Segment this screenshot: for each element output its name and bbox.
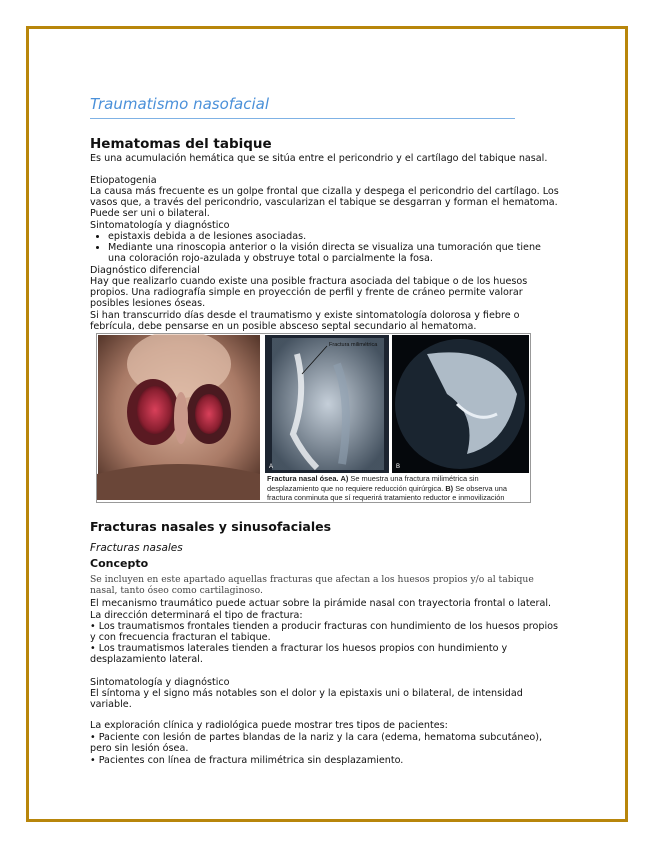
xray-annotation: Fractura milimétrica <box>329 342 378 348</box>
sintomatologia2-label: Sintomatología y diagnóstico <box>90 677 230 688</box>
title-underline <box>90 118 515 119</box>
direccion-text: La dirección determinará el tipo de fractura: <box>90 610 303 621</box>
subheading-fracturas-nasales: Fracturas nasales <box>90 542 183 554</box>
laterales-text: • Los traumatismos laterales tienden a fracturar los huesos propios con hundimiento y desplazamiento lateral. <box>90 643 508 665</box>
caption-a-marker: A) <box>340 474 349 483</box>
etiopatogenia-text: La causa más frecuente es un golpe frontal que cizalla y despega el pericondrio del cartílago. Los vasos que, a través del pericondrio, vascularizan el tabique se desgarran y forman el hematoma. Puede ser uni o bilateral. <box>90 186 559 219</box>
diferencial-text-2: Si han transcurrido días desde el traumatismo y existe sintomatología dolorosa y fiebre o febrícula, debe pensarse en un posible absceso septal secundario al hematoma. <box>90 310 520 332</box>
list-item: • epistaxis debida a de lesiones asociadas. <box>108 231 560 242</box>
document-title: Traumatismo nasofacial <box>90 95 270 113</box>
paciente-1-text: • Paciente con lesión de partes blandas de la nariz y la cara (edema, hematoma subcutáneo), pero sin lesión ósea. <box>90 732 543 754</box>
caption-b-marker: B) <box>445 483 454 493</box>
caption-b-text: Se observa una fractura conminuta que sí requerirá tratamiento reductor e inmovilización <box>267 483 507 502</box>
xray-panel-a <box>265 335 389 473</box>
section-heading-fracturas: Fracturas nasales y sinusofaciales <box>90 519 332 534</box>
mecanismo-text: El mecanismo traumático puede actuar sobre la pirámide nasal con trayectoria frontal o lateral. <box>90 598 552 609</box>
panel-a-label: A <box>269 464 274 470</box>
paciente-2-text: • Pacientes con línea de fractura milimétrica sin desplazamiento. <box>90 755 404 766</box>
section1-intro: Es una acumulación hemática que se sitúa entre el pericondrio y el cartílago del tabique nasal. <box>90 153 548 164</box>
etiopatogenia-label: Etiopatogenia <box>90 175 157 186</box>
sintomatologia2-text: El síntoma y el signo más notables son el dolor y la epistaxis uni o bilateral, de intensidad variable. <box>90 688 523 710</box>
sintomatologia-label: Sintomatología y diagnóstico <box>90 220 230 231</box>
section-heading-hematomas: Hematomas del tabique <box>90 136 272 152</box>
panel-b-label: B <box>396 464 401 470</box>
figure-caption <box>267 474 529 503</box>
sintomatologia-list <box>90 231 560 264</box>
caption-a-text: Se muestra una fractura milimétrica sin desplazamiento que no requiere reducción quirúrgica. <box>267 474 479 493</box>
nose-photo <box>97 334 260 500</box>
xray-panel-b <box>392 335 529 473</box>
frontales-text: • Los traumatismos frontales tienden a producir fracturas con hundimiento de los huesos propios y con frecuencia fracturan el tabique. <box>90 621 559 643</box>
caption-title: Fractura nasal ósea. <box>267 474 339 483</box>
diferencial-text-1: Hay que realizarlo cuando existe una posible fractura asociada del tabique o de los huesos propios. Una radiografía simple en proyección de perfil y frente de cráneo permite valorar posibles lesiones óseas. <box>90 276 528 309</box>
exploracion-text: La exploración clínica y radiológica puede mostrar tres tipos de pacientes: <box>90 720 448 731</box>
diferencial-label: Diagnóstico diferencial <box>90 265 200 276</box>
concepto-label: Concepto <box>90 557 149 570</box>
concepto-text: Se incluyen en este apartado aquellas fracturas que afectan a los huesos propios y/o al tabique nasal, tanto óseo como cartilaginoso. <box>90 574 534 596</box>
figure-nasal-fracture <box>96 333 531 503</box>
list-item: • Mediante una rinoscopia anterior o la visión directa se visualiza una tumoración que tiene una coloración rojo-azulada y obstruye total o parcialmente la fosa. <box>108 242 560 264</box>
